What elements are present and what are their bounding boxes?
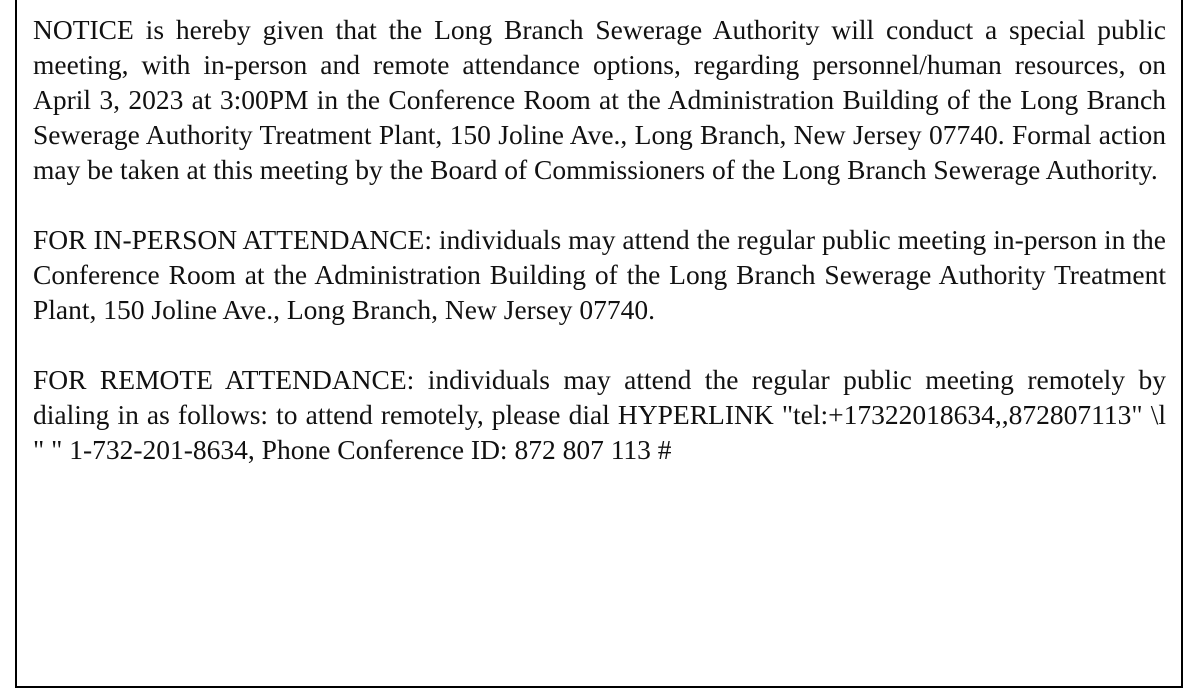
notice-body <box>33 12 1166 502</box>
notice-paragraph-in-person: FOR IN-PERSON ATTENDANCE: individuals may attend the regular public meeting in-person in the Conference Room at the Administration Building of the Long Branch Sewerage Authority Treatment Plant, 150 Joline Ave., Long Branch, New Jersey 07740. <box>33 224 1166 325</box>
notice-paragraph-remote: FOR REMOTE ATTENDANCE: individuals may attend the regular public meeting remotely by dialing in as follows: to attend remotely, please dial HYPERLINK "tel:+17322018634,,872807113" \l " " 1-732-201-8634, Phone Conference ID: 872 807 113 # <box>33 364 1166 465</box>
notice-paragraph-meeting: NOTICE is hereby given that the Long Branch Sewerage Authority will conduct a special public meeting, with in-person and remote attendance options, regarding personnel/human resources, on April 3, 2023 at 3:00PM in the Conference Room at the Administration Building of the Long Branch Sewerage Authority Treatment Plant, 150 Joline Ave., Long Branch, New Jersey 07740. Formal action may be taken at this meeting by the Board of Commissioners of the Long Branch Sewerage Authority. <box>33 14 1166 185</box>
